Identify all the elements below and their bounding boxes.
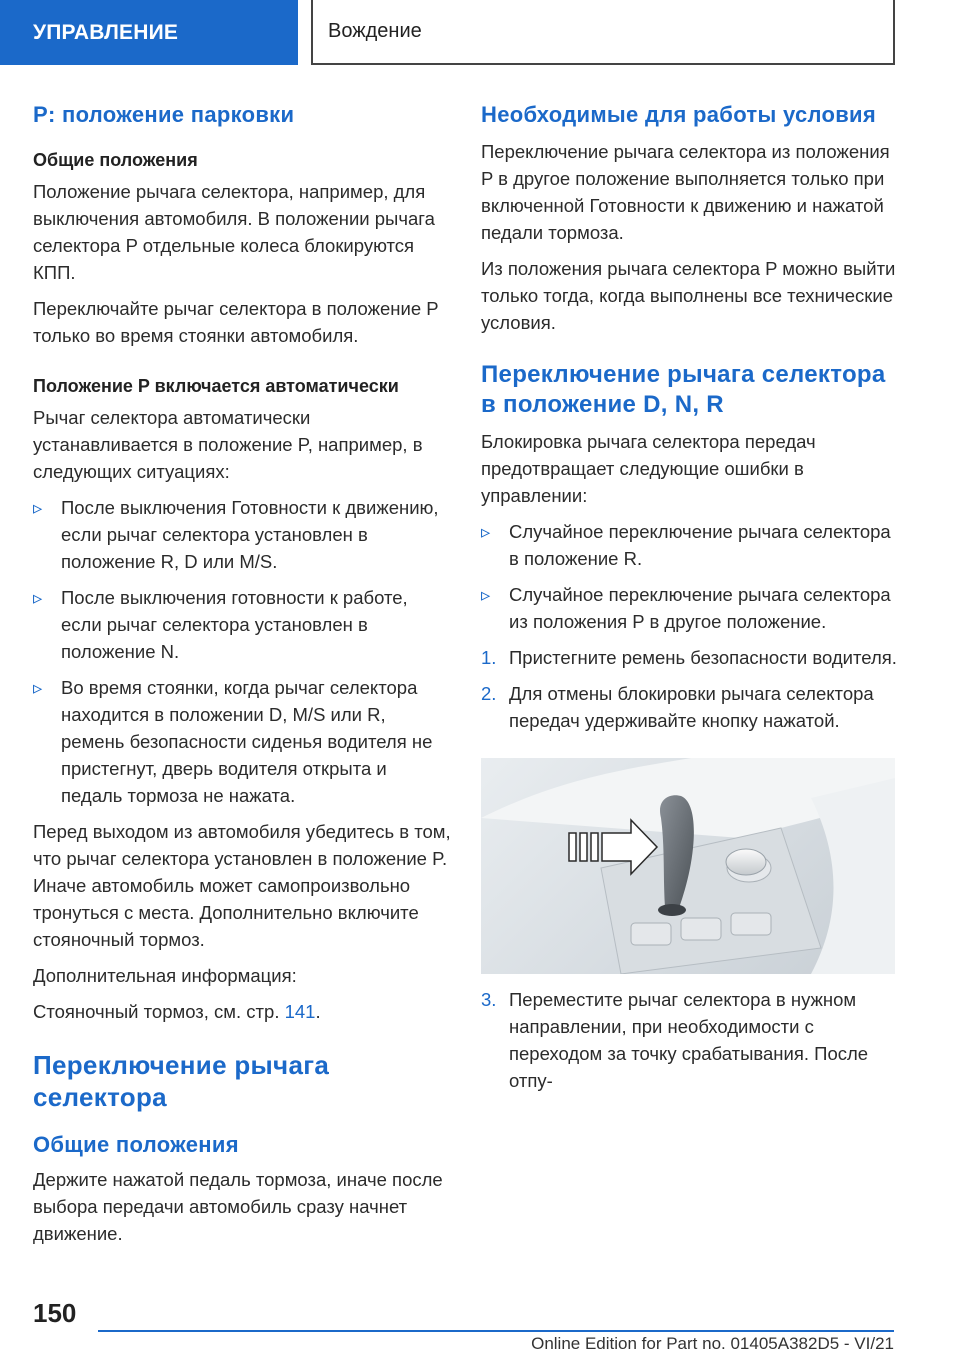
steps-list-continued [481, 986, 901, 1094]
list-item: ▹ После выключения готовности к работе, если рычаг селектора установлен в положение N. [33, 584, 453, 665]
footer-divider [98, 1330, 894, 1332]
steps-list [481, 644, 901, 734]
triangle-bullet-icon: ▹ [481, 584, 491, 605]
right-column [481, 100, 901, 1094]
paragraph: Дополнительная информация: [33, 965, 297, 986]
triangle-bullet-icon: ▹ [33, 497, 43, 518]
list-item: ▹ После выключения Готовности к движению, если рычаг селектора установлен в положение R, D или M/S. [33, 494, 453, 575]
step-item: 2. Для отмены блокировки рычага селектора передач удерживайте кнопку нажатой. [481, 683, 874, 731]
footer-edition: Online Edition for Part no. 01405A382D5 - VI/21 [531, 1334, 894, 1353]
subheading-auto-p: Положение P включается автоматически [33, 376, 399, 396]
triangle-bullet-icon: ▹ [33, 587, 43, 608]
section-tab[interactable]: УПРАВЛЕНИЕ [0, 0, 298, 65]
paragraph: Переключение рычага селектора из положения P в другое положение выполняется только при включенной Готовности к движению и нажатой педали тормоза. [481, 141, 890, 243]
paragraph: Блокировка рычага селектора передач предотвращает следующие ошибки в управлении: [481, 431, 816, 506]
subheading-general-2: Общие положения [33, 1132, 239, 1157]
page-link[interactable]: 141 [284, 1001, 316, 1022]
bullet-list [33, 494, 453, 809]
paragraph: Из положения рычага селектора P можно выйти только тогда, когда выполнены все технические условия. [481, 258, 896, 333]
list-item: ▹ Случайное переключение рычага селектора в положение R. [481, 518, 901, 572]
list-item: ▹ Случайное переключение рычага селектора из положения P в другое положение. [481, 581, 901, 635]
triangle-bullet-icon: ▹ [33, 677, 43, 698]
page-number: 150 [33, 1298, 77, 1328]
chapter-tab[interactable]: Вождение [311, 0, 895, 65]
paragraph: Переключайте рычаг селектора в положение P только во время стоянки автомобиля. [33, 298, 439, 346]
left-column [33, 100, 453, 1247]
heading-shift-dnr: Переключение рычага селектора в положение D, N, R [481, 361, 886, 418]
subheading-general: Общие положения [33, 150, 198, 170]
paragraph: Рычаг селектора автоматически устанавливается в положение P, например, в следующих ситуациях: [33, 407, 423, 482]
paragraph-with-link: Стояночный тормоз, см. стр. 141. [33, 1001, 321, 1022]
triangle-bullet-icon: ▹ [481, 521, 491, 542]
paragraph: Держите нажатой педаль тормоза, иначе после выбора передачи автомобиль сразу начнет движение. [33, 1169, 443, 1244]
heading-selector-shift: Переключение рычага селектора [33, 1050, 330, 1112]
heading-park-position: P: положение парковки [33, 102, 295, 127]
step-item: 1. Пристегните ремень безопасности водителя. [481, 647, 897, 668]
bullet-list [481, 518, 901, 635]
paragraph: Положение рычага селектора, например, для выключения автомобиля. В положении рычага селектора P отдельные колеса блокируются КПП. [33, 181, 435, 283]
heading-conditions: Необходимые для работы условия [481, 102, 876, 127]
gear-selector-illustration [481, 758, 895, 974]
step-item: 3. Переместите рычаг селектора в нужном направлении, при необходимости с переходом за точку срабатывания. После отпу- [481, 989, 869, 1091]
gear-selector-illustration-svg [481, 758, 895, 974]
paragraph: Перед выходом из автомобиля убедитесь в том, что рычаг селектора установлен в положение P. Иначе автомобиль может самопроизвольно тронуться с места. Дополнительно включите стояночный тормоз. [33, 821, 451, 950]
list-item: ▹ Во время стоянки, когда рычаг селектора находится в положении D, M/S или R, ремень безопасности сиденья водителя не пристегнут, дверь водителя открыта и педаль тормоза не нажата. [33, 674, 453, 809]
